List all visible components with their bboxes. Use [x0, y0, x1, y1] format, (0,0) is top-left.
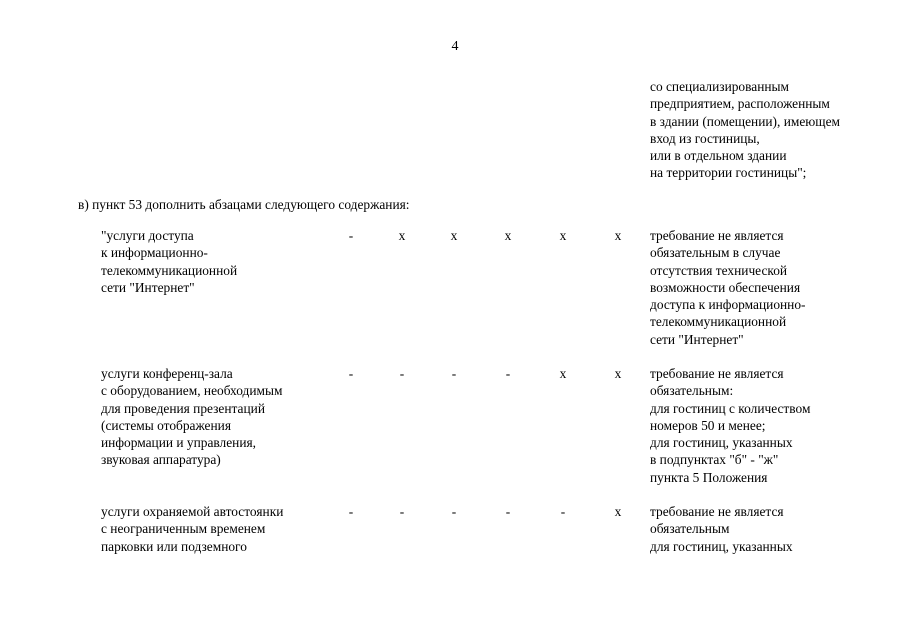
- service-line: услуги конференц-зала: [101, 366, 233, 381]
- category-mark: х: [614, 504, 622, 519]
- note-line: предприятием, расположенным: [650, 96, 830, 112]
- note-line: для гостиниц, указанных: [650, 538, 793, 554]
- category-mark: -: [399, 504, 405, 519]
- note-line: обязательным:: [650, 383, 734, 399]
- note-line: обязательным в случае: [650, 245, 781, 261]
- note-line: требование не является: [650, 504, 784, 519]
- category-mark: -: [451, 504, 457, 519]
- note-line: или в отдельном здании: [650, 148, 787, 164]
- note-line: номеров 50 и менее;: [650, 417, 766, 433]
- category-mark: -: [505, 366, 511, 381]
- category-mark: х: [614, 228, 622, 243]
- note-line: для гостиниц, указанных: [650, 435, 793, 451]
- category-mark: х: [398, 228, 406, 243]
- page-number: 4: [451, 39, 459, 54]
- requirement-note-internet: [650, 227, 806, 348]
- service-line: (системы отображения: [101, 417, 231, 433]
- category-mark: х: [450, 228, 458, 243]
- service-line: телекоммуникационной: [101, 262, 238, 278]
- service-name-internet: [101, 227, 237, 296]
- requirement-note-parking: [650, 503, 793, 555]
- note-line: требование не является: [650, 366, 784, 381]
- note-line: требование не является: [650, 228, 784, 243]
- note-line: в здании (помещении), имеющем: [650, 113, 841, 129]
- note-line: со специализированным: [650, 79, 790, 94]
- service-line: информации и управления,: [101, 435, 256, 451]
- category-mark: -: [451, 366, 457, 381]
- note-line: телекоммуникационной: [650, 314, 787, 330]
- category-mark: х: [614, 366, 622, 381]
- note-line: отсутствия технической: [650, 262, 788, 278]
- category-mark: -: [560, 504, 566, 519]
- service-line: с неограниченным временем: [101, 521, 266, 537]
- category-mark: х: [504, 228, 512, 243]
- service-line: к информационно-: [101, 245, 208, 261]
- service-line: "услуги доступа: [101, 228, 194, 243]
- note-line: обязательным: [650, 521, 730, 537]
- amendment-intro: в) пункт 53 дополнить абзацами следующего содержания:: [78, 197, 410, 212]
- service-name-conference-hall: [101, 365, 282, 469]
- service-line: услуги охраняемой автостоянки: [101, 504, 284, 519]
- category-mark: -: [399, 366, 405, 381]
- note-line: в подпунктах "б" - "ж": [650, 452, 779, 468]
- category-mark: -: [505, 504, 511, 519]
- service-line: с оборудованием, необходимым: [101, 383, 283, 399]
- category-mark: -: [348, 228, 354, 243]
- service-line: звуковая аппаратура): [101, 452, 221, 468]
- service-name-parking: [101, 503, 283, 555]
- service-line: парковки или подземного: [101, 538, 247, 554]
- service-line: для проведения презентаций: [101, 400, 265, 416]
- note-line: сети "Интернет": [650, 331, 744, 347]
- note-line: доступа к информационно-: [650, 297, 806, 313]
- category-mark: -: [348, 366, 354, 381]
- continued-requirement-note: [650, 78, 840, 182]
- service-line: сети "Интернет": [101, 279, 195, 295]
- category-mark: х: [559, 228, 567, 243]
- category-mark: х: [559, 366, 567, 381]
- note-line: на территории гостиницы";: [650, 165, 807, 181]
- note-line: для гостиниц с количеством: [650, 400, 811, 416]
- note-line: вход из гостиницы,: [650, 130, 760, 146]
- note-line: возможности обеспечения: [650, 279, 801, 295]
- requirement-note-conference-hall: [650, 365, 810, 486]
- note-line: пункта 5 Положения: [650, 469, 768, 485]
- category-mark: -: [348, 504, 354, 519]
